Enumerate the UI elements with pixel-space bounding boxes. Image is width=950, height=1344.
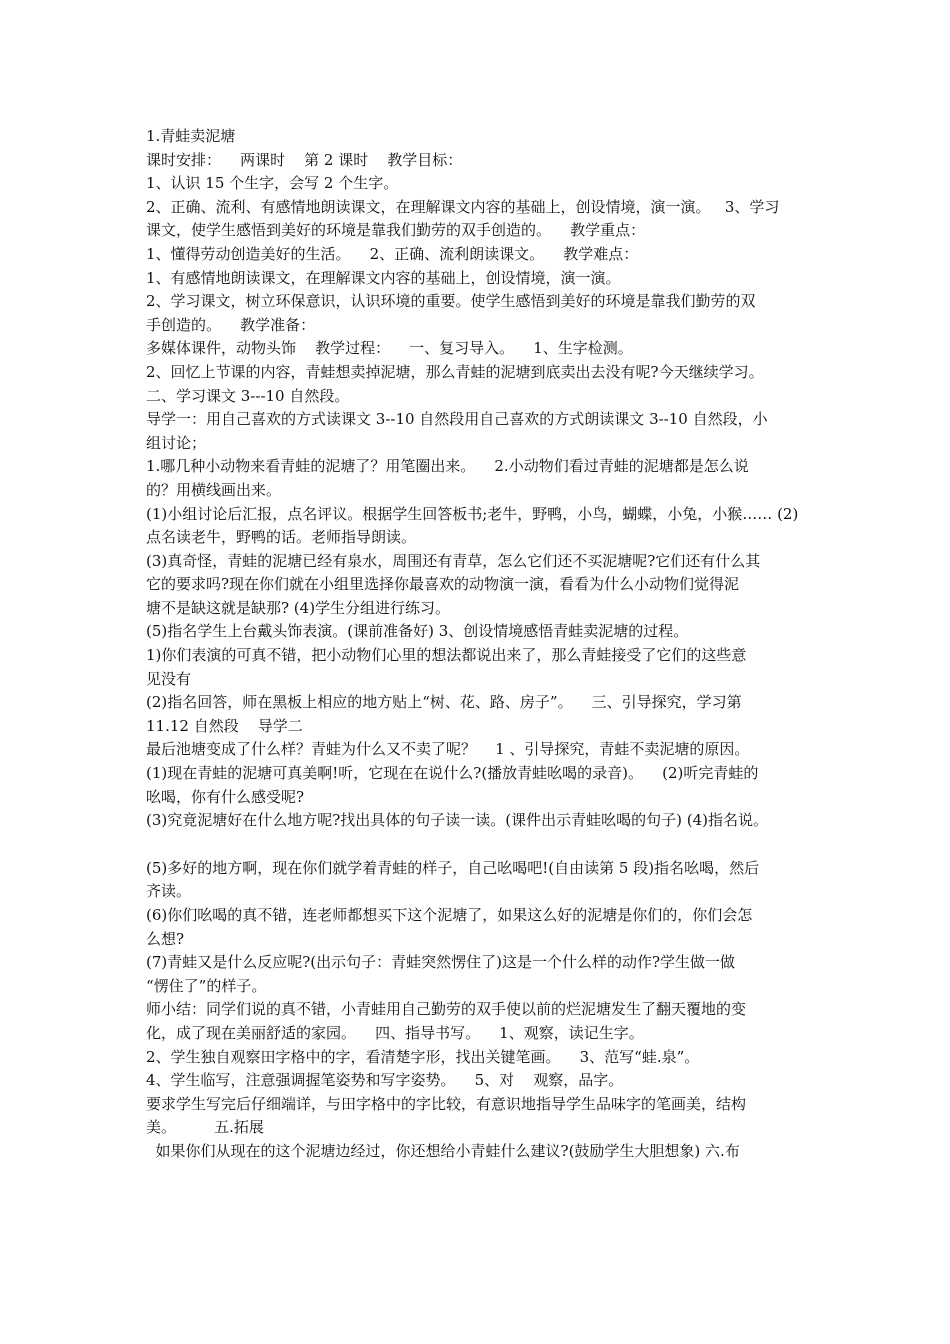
text-line: 最后池塘变成了什么样？青蛙为什么又不卖了呢？ 1 、引导探究，青蛙不卖泥塘的原因。 xyxy=(146,740,750,759)
text-line: 多媒体课件，动物头饰 教学过程： 一、复习导入。 1、生字检测。 xyxy=(146,339,633,358)
text-line: 课时安排： 两课时 第 2 课时 教学目标： xyxy=(146,150,463,169)
text-line: (5)指名学生上台戴头饰表演。(课前准备好) 3、创设情境感悟青蛙卖泥塘的过程。 xyxy=(146,622,689,641)
text-line: 塘不是缺这就是缺那? (4)学生分组进行练习。 xyxy=(146,598,451,617)
text-line: 2、回忆上节课的内容，青蛙想卖掉泥塘，那么青蛙的泥塘到底卖出去没有呢?今天继续学习。 xyxy=(146,362,764,381)
text-line: 师小结：同学们说的真不错，小青蛙用自己勤劳的双手使以前的烂泥塘发生了翻天覆地的变 xyxy=(146,1000,747,1019)
text-line: 组讨论； xyxy=(146,433,207,452)
doc-title: 1.青蛙卖泥塘 xyxy=(146,127,236,145)
text-line: 点名读老牛，野鸭的话。老师指导朗读。 xyxy=(146,528,417,547)
text-line: 要求学生写完后仔细端详，与田字格中的字比较，有意识地指导学生品味字的笔画美，结构 xyxy=(146,1094,747,1113)
text-line: (1)小组讨论后汇报，点名评议。根据学生回答板书;老牛，野鸭，小鸟，蝴蝶，小兔，小猴…… (2) xyxy=(146,504,799,523)
text-line: (2)指名回答，师在黑板上相应的地方贴上“树、花、路、房子”。 三、引导探究，学习第 xyxy=(146,693,742,712)
text-line: (1)现在青蛙的泥塘可真美啊!听，它现在在说什么?(播放青蛙吆喝的录音)。 (2)听完青蛙的 xyxy=(146,764,759,783)
text-line: 么想? xyxy=(146,929,185,948)
text-line: 1)你们表演的可真不错，把小动物们心里的想法都说出来了，那么青蛙接受了它们的这些意 xyxy=(146,646,747,665)
text-line: 见没有 xyxy=(146,669,192,688)
text-line: 1、懂得劳动创造美好的生活。 2、正确、流利朗读课文。 教学难点： xyxy=(146,244,639,263)
text-line: 手创造的。 教学准备： xyxy=(146,315,316,334)
text-line: 1、有感情地朗读课文，在理解课文内容的基础上，创设情境，演一演。 xyxy=(146,268,621,287)
text-line: 美。 五.拓展 xyxy=(146,1118,264,1137)
text-line: 课文，使学生感悟到美好的环境是靠我们勤劳的双手创造的。 教学重点： xyxy=(146,221,646,240)
text-line: 的？用横线画出来。 xyxy=(146,480,282,499)
text-line: 如果你们从现在的这个泥塘边经过，你还想给小青蛙什么建议?(鼓励学生大胆想象) 六.布 xyxy=(146,1141,740,1160)
text-line: “愣住了”的样子。 xyxy=(146,976,267,995)
text-line: 导学一：用自己喜欢的方式读课文 3--10 自然段用自己喜欢的方式朗读课文 3--10 自然段，小 xyxy=(146,410,768,429)
text-line: (3)究竟泥塘好在什么地方呢?找出具体的句子读一读。(课件出示青蛙吆喝的句子) (4)指名说。 xyxy=(146,811,769,830)
text-line: 它的要求吗?现在你们就在小组里选择你最喜欢的动物演一演，看看为什么小动物们觉得泥 xyxy=(146,575,740,594)
text-line: 1.哪几种小动物来看青蛙的泥塘了？用笔圈出来。 2.小动物们看过青蛙的泥塘都是怎么说 xyxy=(146,457,749,476)
text-line: 2、正确、流利、有感情地朗读课文，在理解课文内容的基础上，创设情境，演一演。 3、学习 xyxy=(146,197,780,216)
text-line: (7)青蛙又是什么反应呢?(出示句子：青蛙突然愣住了)这是一个什么样的动作?学生做一做 xyxy=(146,953,736,972)
text-line: 11.12 自然段 导学二 xyxy=(146,716,303,735)
text-line: 2、学习课文，树立环保意识，认识环境的重要。使学生感悟到美好的环境是靠我们勤劳的双 xyxy=(146,292,756,311)
text-line: (6)你们吆喝的真不错，连老师都想买下这个泥塘了，如果这么好的泥塘是你们的，你们会怎 xyxy=(146,906,753,924)
text-line: 化，成了现在美丽舒适的家园。 四、指导书写。 1、观察，读记生字。 xyxy=(146,1023,644,1042)
text-line: 二、学习课文 3---10 自然段。 xyxy=(146,386,350,405)
text-line: 4、学生临写，注意强调握笔姿势和写字姿势。 5、对 观察，品字。 xyxy=(146,1071,624,1090)
blank-line xyxy=(146,833,822,857)
text-line: 齐读。 xyxy=(146,882,192,901)
text-line: 吆喝，你有什么感受呢? xyxy=(146,787,305,806)
text-line: 1、认识 15 个生字，会写 2 个生字。 xyxy=(146,174,399,193)
text-line: 2、学生独自观察田字格中的字，看清楚字形，找出关键笔画。 3、范写“蛙.泉”。 xyxy=(146,1047,700,1066)
text-line: (5)多好的地方啊，现在你们就学着青蛙的样子，自己吆喝吧!(自由读第 5 段)指名吆喝，然后 xyxy=(146,858,760,877)
text-line: (3)真奇怪，青蛙的泥塘已经有泉水，周围还有青草，怎么它们还不买泥塘呢?它们还有什么其 xyxy=(146,551,761,570)
